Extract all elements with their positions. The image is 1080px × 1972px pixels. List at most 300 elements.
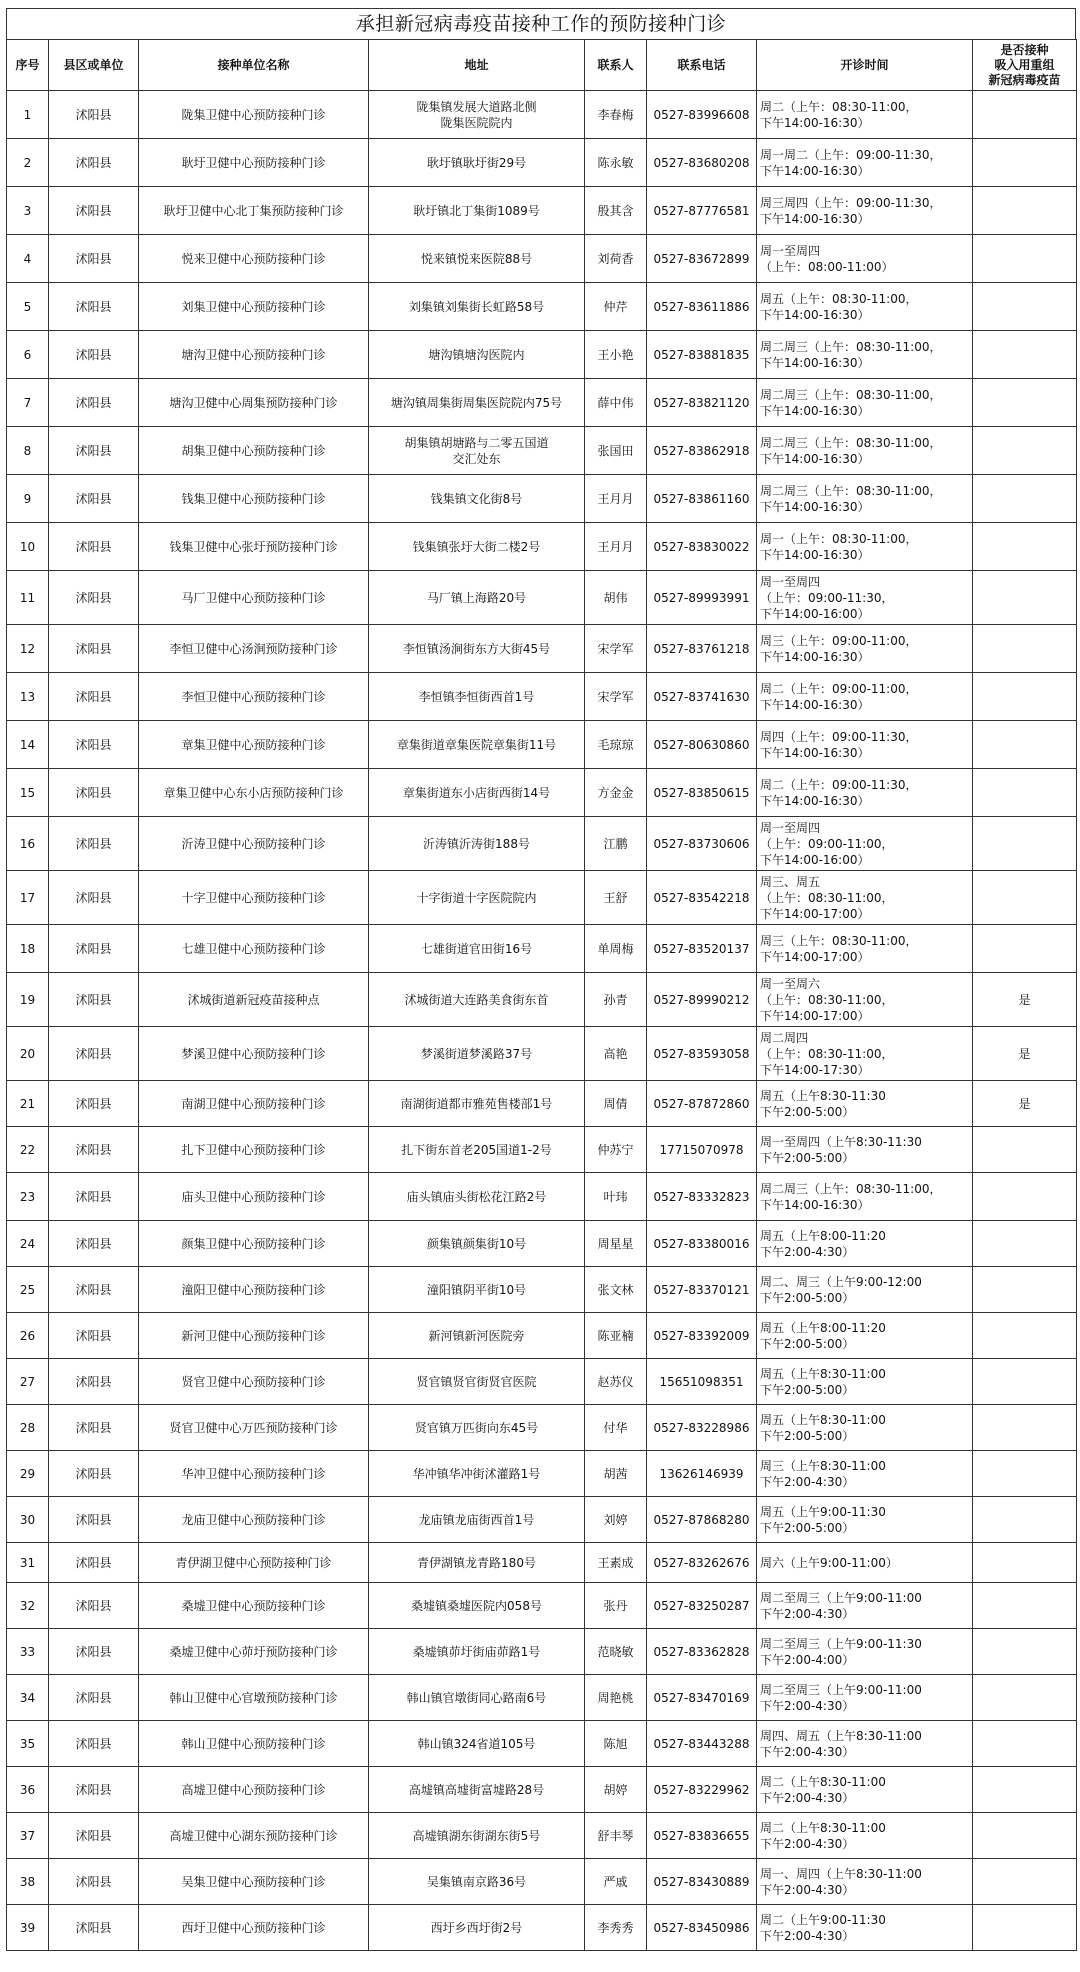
cell-contact: 王月月 xyxy=(585,523,647,571)
cell-unit: 南湖卫健中心预防接种门诊 xyxy=(139,1081,369,1127)
cell-county: 沭阳县 xyxy=(49,1451,139,1497)
cell-address: 十字街道十字医院院内 xyxy=(369,871,585,925)
cell-no: 13 xyxy=(7,673,49,721)
cell-hours: 周五（上午9:00-11:30 下午2:00-5:00） xyxy=(757,1497,973,1543)
cell-address: 章集街道章集医院章集街11号 xyxy=(369,721,585,769)
cell-unit: 桑墟卫健中心预防接种门诊 xyxy=(139,1583,369,1629)
cell-county: 沭阳县 xyxy=(49,673,139,721)
cell-inhaled-vaccine: 是 xyxy=(973,973,1077,1027)
cell-no: 25 xyxy=(7,1267,49,1313)
cell-county: 沭阳县 xyxy=(49,187,139,235)
cell-inhaled-vaccine xyxy=(973,1359,1077,1405)
table-row xyxy=(7,1451,1077,1497)
cell-phone: 0527-83741630 xyxy=(647,673,757,721)
cell-no: 35 xyxy=(7,1721,49,1767)
cell-contact: 薛中伟 xyxy=(585,379,647,427)
table-row xyxy=(7,871,1077,925)
cell-no: 22 xyxy=(7,1127,49,1173)
cell-unit: 塘沟卫健中心周集预防接种门诊 xyxy=(139,379,369,427)
cell-hours: 周二（上午8:30-11:00 下午2:00-4:30） xyxy=(757,1767,973,1813)
cell-phone: 0527-83362828 xyxy=(647,1629,757,1675)
cell-unit: 梦溪卫健中心预防接种门诊 xyxy=(139,1027,369,1081)
cell-no: 20 xyxy=(7,1027,49,1081)
cell-inhaled-vaccine: 是 xyxy=(973,1027,1077,1081)
cell-no: 34 xyxy=(7,1675,49,1721)
cell-no: 7 xyxy=(7,379,49,427)
cell-contact: 宋学军 xyxy=(585,673,647,721)
cell-address: 桑墟镇桑墟医院内058号 xyxy=(369,1583,585,1629)
cell-inhaled-vaccine xyxy=(973,1905,1077,1951)
cell-address: 高墟镇高墟街富墟路28号 xyxy=(369,1767,585,1813)
cell-phone: 13626146939 xyxy=(647,1451,757,1497)
cell-unit: 桑墟卫健中心茆圩预防接种门诊 xyxy=(139,1629,369,1675)
cell-unit: 华冲卫健中心预防接种门诊 xyxy=(139,1451,369,1497)
cell-no: 8 xyxy=(7,427,49,475)
cell-contact: 仲苏宁 xyxy=(585,1127,647,1173)
header-address: 地址 xyxy=(369,40,585,91)
cell-hours: 周五（上午8:00-11:20 下午2:00-4:30） xyxy=(757,1221,973,1267)
cell-phone: 0527-83262676 xyxy=(647,1543,757,1583)
cell-phone: 0527-89993991 xyxy=(647,571,757,625)
cell-contact: 陈旭 xyxy=(585,1721,647,1767)
cell-county: 沭阳县 xyxy=(49,1583,139,1629)
table-row xyxy=(7,187,1077,235)
cell-county: 沭阳县 xyxy=(49,625,139,673)
cell-inhaled-vaccine xyxy=(973,1221,1077,1267)
cell-inhaled-vaccine xyxy=(973,1675,1077,1721)
table-row xyxy=(7,1267,1077,1313)
cell-unit: 钱集卫健中心预防接种门诊 xyxy=(139,475,369,523)
cell-hours: 周二（上午：09:00-11:00， 下午14:00-16:30） xyxy=(757,673,973,721)
cell-phone: 0527-83332823 xyxy=(647,1173,757,1221)
cell-phone: 0527-87872860 xyxy=(647,1081,757,1127)
cell-phone: 0527-83672899 xyxy=(647,235,757,283)
page-title: 承担新冠病毒疫苗接种工作的预防接种门诊 xyxy=(6,8,1076,39)
cell-phone: 0527-83821120 xyxy=(647,379,757,427)
cell-hours: 周二周四 （上午：08:30-11:00， 下午14:00-17:30） xyxy=(757,1027,973,1081)
table-header-row xyxy=(7,40,1077,91)
cell-unit: 贤官卫健中心万匹预防接种门诊 xyxy=(139,1405,369,1451)
cell-address: 潼阳镇阴平街10号 xyxy=(369,1267,585,1313)
table-row xyxy=(7,769,1077,817)
table-row xyxy=(7,1629,1077,1675)
cell-address: 桑墟镇茆圩街庙茆路1号 xyxy=(369,1629,585,1675)
cell-county: 沭阳县 xyxy=(49,91,139,139)
cell-inhaled-vaccine xyxy=(973,925,1077,973)
cell-address: 梦溪街道梦溪路37号 xyxy=(369,1027,585,1081)
cell-unit: 新河卫健中心预防接种门诊 xyxy=(139,1313,369,1359)
cell-address: 华冲镇华冲街沭灌路1号 xyxy=(369,1451,585,1497)
cell-inhaled-vaccine xyxy=(973,283,1077,331)
cell-unit: 钱集卫健中心张圩预防接种门诊 xyxy=(139,523,369,571)
cell-phone: 0527-83392009 xyxy=(647,1313,757,1359)
table-row xyxy=(7,1405,1077,1451)
cell-county: 沭阳县 xyxy=(49,1767,139,1813)
cell-no: 4 xyxy=(7,235,49,283)
cell-hours: 周一至周四 （上午：08:00-11:00） xyxy=(757,235,973,283)
cell-unit: 章集卫健中心预防接种门诊 xyxy=(139,721,369,769)
cell-hours: 周三（上午：09:00-11:00， 下午14:00-16:30） xyxy=(757,625,973,673)
cell-no: 14 xyxy=(7,721,49,769)
cell-unit: 沭城街道新冠疫苗接种点 xyxy=(139,973,369,1027)
cell-address: 钱集镇文化街8号 xyxy=(369,475,585,523)
cell-contact: 陈亚楠 xyxy=(585,1313,647,1359)
cell-phone: 0527-83542218 xyxy=(647,871,757,925)
cell-unit: 贤官卫健中心预防接种门诊 xyxy=(139,1359,369,1405)
cell-inhaled-vaccine xyxy=(973,1405,1077,1451)
table-row xyxy=(7,1081,1077,1127)
cell-inhaled-vaccine xyxy=(973,1583,1077,1629)
cell-unit: 李恒卫健中心预防接种门诊 xyxy=(139,673,369,721)
cell-unit: 悦来卫健中心预防接种门诊 xyxy=(139,235,369,283)
cell-county: 沭阳县 xyxy=(49,1173,139,1221)
cell-inhaled-vaccine: 是 xyxy=(973,1081,1077,1127)
cell-inhaled-vaccine xyxy=(973,523,1077,571)
cell-contact: 王素成 xyxy=(585,1543,647,1583)
cell-inhaled-vaccine xyxy=(973,1267,1077,1313)
cell-contact: 宋学军 xyxy=(585,625,647,673)
cell-unit: 吴集卫健中心预防接种门诊 xyxy=(139,1859,369,1905)
cell-address: 悦来镇悦来医院88号 xyxy=(369,235,585,283)
cell-phone: 0527-83862918 xyxy=(647,427,757,475)
document xyxy=(6,0,1076,1951)
cell-county: 沭阳县 xyxy=(49,1081,139,1127)
cell-contact: 胡婷 xyxy=(585,1767,647,1813)
cell-contact: 方金金 xyxy=(585,769,647,817)
cell-no: 30 xyxy=(7,1497,49,1543)
cell-inhaled-vaccine xyxy=(973,1721,1077,1767)
cell-contact: 王月月 xyxy=(585,475,647,523)
cell-no: 3 xyxy=(7,187,49,235)
cell-no: 9 xyxy=(7,475,49,523)
cell-unit: 韩山卫健中心预防接种门诊 xyxy=(139,1721,369,1767)
cell-no: 36 xyxy=(7,1767,49,1813)
cell-county: 沭阳县 xyxy=(49,925,139,973)
cell-inhaled-vaccine xyxy=(973,475,1077,523)
cell-hours: 周五（上午8:30-11:00 下午2:00-5:00） xyxy=(757,1359,973,1405)
cell-hours: 周一至周四 （上午：09:00-11:00， 下午14:00-16:00） xyxy=(757,817,973,871)
cell-no: 37 xyxy=(7,1813,49,1859)
table-body xyxy=(7,91,1077,1951)
cell-county: 沭阳县 xyxy=(49,1267,139,1313)
cell-inhaled-vaccine xyxy=(973,1813,1077,1859)
cell-county: 沭阳县 xyxy=(49,331,139,379)
cell-hours: 周六（上午9:00-11:00） xyxy=(757,1543,973,1583)
header-inhaled-vaccine: 是否接种 吸入用重组 新冠病毒疫苗 xyxy=(973,40,1077,91)
cell-county: 沭阳县 xyxy=(49,1543,139,1583)
cell-inhaled-vaccine xyxy=(973,187,1077,235)
cell-no: 31 xyxy=(7,1543,49,1583)
cell-no: 6 xyxy=(7,331,49,379)
cell-hours: 周一（上午：08:30-11:00， 下午14:00-16:30） xyxy=(757,523,973,571)
cell-hours: 周五（上午8:30-11:30 下午2:00-5:00） xyxy=(757,1081,973,1127)
cell-contact: 李春梅 xyxy=(585,91,647,139)
cell-phone: 0527-83680208 xyxy=(647,139,757,187)
cell-unit: 韩山卫健中心官墩预防接种门诊 xyxy=(139,1675,369,1721)
cell-address: 钱集镇张圩大街二楼2号 xyxy=(369,523,585,571)
cell-unit: 颜集卫健中心预防接种门诊 xyxy=(139,1221,369,1267)
cell-hours: 周一至周四 （上午：09:00-11:30， 下午14:00-16:00） xyxy=(757,571,973,625)
cell-address: 龙庙镇龙庙街西首1号 xyxy=(369,1497,585,1543)
cell-unit: 青伊湖卫健中心预防接种门诊 xyxy=(139,1543,369,1583)
table-row xyxy=(7,235,1077,283)
cell-contact: 赵苏仪 xyxy=(585,1359,647,1405)
cell-inhaled-vaccine xyxy=(973,91,1077,139)
cell-unit: 沂涛卫健中心预防接种门诊 xyxy=(139,817,369,871)
cell-address: 贤官镇万匹街向东45号 xyxy=(369,1405,585,1451)
cell-county: 沭阳县 xyxy=(49,139,139,187)
cell-no: 2 xyxy=(7,139,49,187)
table-row xyxy=(7,1859,1077,1905)
table-row xyxy=(7,1221,1077,1267)
cell-contact: 仲芹 xyxy=(585,283,647,331)
table-row xyxy=(7,973,1077,1027)
cell-unit: 刘集卫健中心预防接种门诊 xyxy=(139,283,369,331)
cell-county: 沭阳县 xyxy=(49,475,139,523)
cell-county: 沭阳县 xyxy=(49,1359,139,1405)
cell-contact: 胡伟 xyxy=(585,571,647,625)
header-phone: 联系电话 xyxy=(647,40,757,91)
table-row xyxy=(7,331,1077,379)
cell-contact: 张文林 xyxy=(585,1267,647,1313)
table-row xyxy=(7,379,1077,427)
table-row xyxy=(7,1767,1077,1813)
cell-unit: 潼阳卫健中心预防接种门诊 xyxy=(139,1267,369,1313)
cell-address: 韩山镇324省道105号 xyxy=(369,1721,585,1767)
table-row xyxy=(7,1027,1077,1081)
table-row xyxy=(7,721,1077,769)
cell-inhaled-vaccine xyxy=(973,427,1077,475)
cell-phone: 0527-87868280 xyxy=(647,1497,757,1543)
cell-address: 刘集镇刘集街长虹路58号 xyxy=(369,283,585,331)
table-row xyxy=(7,475,1077,523)
cell-phone: 0527-83830022 xyxy=(647,523,757,571)
header-county: 县区或单位 xyxy=(49,40,139,91)
cell-unit: 扎下卫健中心预防接种门诊 xyxy=(139,1127,369,1173)
cell-contact: 孙青 xyxy=(585,973,647,1027)
cell-no: 33 xyxy=(7,1629,49,1675)
cell-address: 颜集镇颜集街10号 xyxy=(369,1221,585,1267)
cell-phone: 0527-83861160 xyxy=(647,475,757,523)
cell-no: 28 xyxy=(7,1405,49,1451)
cell-contact: 付华 xyxy=(585,1405,647,1451)
cell-county: 沭阳县 xyxy=(49,1313,139,1359)
cell-contact: 胡茜 xyxy=(585,1451,647,1497)
cell-inhaled-vaccine xyxy=(973,1497,1077,1543)
table-row xyxy=(7,673,1077,721)
cell-phone: 0527-83470169 xyxy=(647,1675,757,1721)
cell-hours: 周五（上午：08:30-11:00， 下午14:00-16:30） xyxy=(757,283,973,331)
cell-phone: 0527-83520137 xyxy=(647,925,757,973)
cell-unit: 陇集卫健中心预防接种门诊 xyxy=(139,91,369,139)
cell-no: 10 xyxy=(7,523,49,571)
cell-address: 青伊湖镇龙青路180号 xyxy=(369,1543,585,1583)
cell-contact: 范晓敏 xyxy=(585,1629,647,1675)
cell-hours: 周二（上午9:00-11:30 下午2:00-4:30） xyxy=(757,1905,973,1951)
cell-county: 沭阳县 xyxy=(49,1027,139,1081)
cell-unit: 十字卫健中心预防接种门诊 xyxy=(139,871,369,925)
cell-no: 1 xyxy=(7,91,49,139)
cell-no: 23 xyxy=(7,1173,49,1221)
cell-address: 塘沟镇周集街周集医院院内75号 xyxy=(369,379,585,427)
cell-phone: 17715070978 xyxy=(647,1127,757,1173)
cell-county: 沭阳县 xyxy=(49,973,139,1027)
cell-phone: 0527-80630860 xyxy=(647,721,757,769)
cell-unit: 高墟卫健中心预防接种门诊 xyxy=(139,1767,369,1813)
cell-contact: 高艳 xyxy=(585,1027,647,1081)
cell-hours: 周一周二（上午：09:00-11:30， 下午14:00-16:30） xyxy=(757,139,973,187)
cell-phone: 0527-89990212 xyxy=(647,973,757,1027)
table-row xyxy=(7,1173,1077,1221)
cell-address: 高墟镇湖东街湖东街5号 xyxy=(369,1813,585,1859)
cell-unit: 马厂卫健中心预防接种门诊 xyxy=(139,571,369,625)
cell-contact: 陈永敏 xyxy=(585,139,647,187)
header-unit: 接种单位名称 xyxy=(139,40,369,91)
cell-unit: 西圩卫健中心预防接种门诊 xyxy=(139,1905,369,1951)
cell-hours: 周二周三（上午：08:30-11:00， 下午14:00-16:30） xyxy=(757,427,973,475)
cell-county: 沭阳县 xyxy=(49,1721,139,1767)
cell-inhaled-vaccine xyxy=(973,235,1077,283)
header-hours: 开诊时间 xyxy=(757,40,973,91)
cell-phone: 15651098351 xyxy=(647,1359,757,1405)
cell-contact: 刘荷香 xyxy=(585,235,647,283)
cell-unit: 庙头卫健中心预防接种门诊 xyxy=(139,1173,369,1221)
cell-county: 沭阳县 xyxy=(49,871,139,925)
table-row xyxy=(7,91,1077,139)
cell-contact: 周倩 xyxy=(585,1081,647,1127)
cell-inhaled-vaccine xyxy=(973,625,1077,673)
cell-hours: 周二至周三（上午9:00-11:00 下午2:00-4:30） xyxy=(757,1675,973,1721)
cell-no: 5 xyxy=(7,283,49,331)
cell-hours: 周二至周三（上午9:00-11:30 下午2:00-4:00） xyxy=(757,1629,973,1675)
cell-no: 18 xyxy=(7,925,49,973)
table-row xyxy=(7,1359,1077,1405)
cell-county: 沭阳县 xyxy=(49,235,139,283)
table-row xyxy=(7,1675,1077,1721)
cell-county: 沭阳县 xyxy=(49,1497,139,1543)
cell-contact: 舒丰琴 xyxy=(585,1813,647,1859)
cell-inhaled-vaccine xyxy=(973,721,1077,769)
cell-phone: 0527-83836655 xyxy=(647,1813,757,1859)
cell-inhaled-vaccine xyxy=(973,1543,1077,1583)
cell-contact: 刘婷 xyxy=(585,1497,647,1543)
cell-hours: 周五（上午8:00-11:20 下午2:00-5:00） xyxy=(757,1313,973,1359)
cell-county: 沭阳县 xyxy=(49,817,139,871)
cell-hours: 周二至周三（上午9:00-11:00 下午2:00-4:30） xyxy=(757,1583,973,1629)
cell-phone: 0527-83761218 xyxy=(647,625,757,673)
cell-address: 耿圩镇耿圩街29号 xyxy=(369,139,585,187)
cell-phone: 0527-83228986 xyxy=(647,1405,757,1451)
cell-hours: 周二周三（上午：08:30-11:00， 下午14:00-16:30） xyxy=(757,379,973,427)
table-row xyxy=(7,1127,1077,1173)
cell-inhaled-vaccine xyxy=(973,139,1077,187)
table-row xyxy=(7,925,1077,973)
cell-county: 沭阳县 xyxy=(49,1905,139,1951)
cell-inhaled-vaccine xyxy=(973,1859,1077,1905)
cell-contact: 王小艳 xyxy=(585,331,647,379)
table-row xyxy=(7,625,1077,673)
cell-inhaled-vaccine xyxy=(973,571,1077,625)
cell-phone: 0527-83370121 xyxy=(647,1267,757,1313)
cell-hours: 周三周四（上午：09:00-11:30， 下午14:00-16:30） xyxy=(757,187,973,235)
cell-no: 12 xyxy=(7,625,49,673)
cell-contact: 张国田 xyxy=(585,427,647,475)
cell-phone: 0527-83443288 xyxy=(647,1721,757,1767)
cell-unit: 胡集卫健中心预防接种门诊 xyxy=(139,427,369,475)
cell-no: 11 xyxy=(7,571,49,625)
cell-inhaled-vaccine xyxy=(973,1451,1077,1497)
cell-phone: 0527-83450986 xyxy=(647,1905,757,1951)
cell-unit: 七雄卫健中心预防接种门诊 xyxy=(139,925,369,973)
cell-county: 沭阳县 xyxy=(49,1221,139,1267)
cell-no: 16 xyxy=(7,817,49,871)
cell-contact: 张丹 xyxy=(585,1583,647,1629)
cell-address: 西圩乡西圩街2号 xyxy=(369,1905,585,1951)
cell-hours: 周二（上午8:30-11:00 下午2:00-4:30） xyxy=(757,1813,973,1859)
cell-no: 19 xyxy=(7,973,49,1027)
cell-county: 沭阳县 xyxy=(49,283,139,331)
cell-address: 马厂镇上海路20号 xyxy=(369,571,585,625)
cell-inhaled-vaccine xyxy=(973,1127,1077,1173)
cell-address: 新河镇新河医院旁 xyxy=(369,1313,585,1359)
cell-hours: 周二周三（上午：08:30-11:00， 下午14:00-16:30） xyxy=(757,331,973,379)
cell-phone: 0527-83881835 xyxy=(647,331,757,379)
cell-phone: 0527-83850615 xyxy=(647,769,757,817)
cell-county: 沭阳县 xyxy=(49,1629,139,1675)
cell-hours: 周二周三（上午：08:30-11:00， 下午14:00-16:30） xyxy=(757,475,973,523)
cell-contact: 江鹏 xyxy=(585,817,647,871)
cell-county: 沭阳县 xyxy=(49,571,139,625)
cell-no: 38 xyxy=(7,1859,49,1905)
cell-phone: 0527-83229962 xyxy=(647,1767,757,1813)
cell-contact: 毛琼琼 xyxy=(585,721,647,769)
cell-no: 26 xyxy=(7,1313,49,1359)
cell-inhaled-vaccine xyxy=(973,673,1077,721)
cell-inhaled-vaccine xyxy=(973,817,1077,871)
cell-contact: 王舒 xyxy=(585,871,647,925)
table-row xyxy=(7,1583,1077,1629)
cell-no: 39 xyxy=(7,1905,49,1951)
table-row xyxy=(7,1313,1077,1359)
cell-address: 李恒镇李恒街西首1号 xyxy=(369,673,585,721)
cell-contact: 严戚 xyxy=(585,1859,647,1905)
cell-contact: 叶玮 xyxy=(585,1173,647,1221)
cell-address: 扎下街东首老205国道1-2号 xyxy=(369,1127,585,1173)
cell-inhaled-vaccine xyxy=(973,379,1077,427)
cell-county: 沭阳县 xyxy=(49,379,139,427)
cell-inhaled-vaccine xyxy=(973,871,1077,925)
header-contact: 联系人 xyxy=(585,40,647,91)
cell-contact: 周艳桃 xyxy=(585,1675,647,1721)
cell-no: 32 xyxy=(7,1583,49,1629)
cell-address: 耿圩镇北丁集街1089号 xyxy=(369,187,585,235)
cell-phone: 0527-83250287 xyxy=(647,1583,757,1629)
cell-contact: 单周梅 xyxy=(585,925,647,973)
cell-no: 17 xyxy=(7,871,49,925)
cell-phone: 0527-83996608 xyxy=(647,91,757,139)
header-no: 序号 xyxy=(7,40,49,91)
cell-address: 吴集镇南京路36号 xyxy=(369,1859,585,1905)
cell-inhaled-vaccine xyxy=(973,769,1077,817)
cell-inhaled-vaccine xyxy=(973,1767,1077,1813)
cell-address: 七雄街道官田街16号 xyxy=(369,925,585,973)
cell-address: 庙头镇庙头街松花江路2号 xyxy=(369,1173,585,1221)
cell-county: 沭阳县 xyxy=(49,1405,139,1451)
table-row xyxy=(7,1721,1077,1767)
cell-county: 沭阳县 xyxy=(49,721,139,769)
cell-hours: 周二、周三（上午9:00-12:00 下午2:00-5:00） xyxy=(757,1267,973,1313)
cell-county: 沭阳县 xyxy=(49,523,139,571)
